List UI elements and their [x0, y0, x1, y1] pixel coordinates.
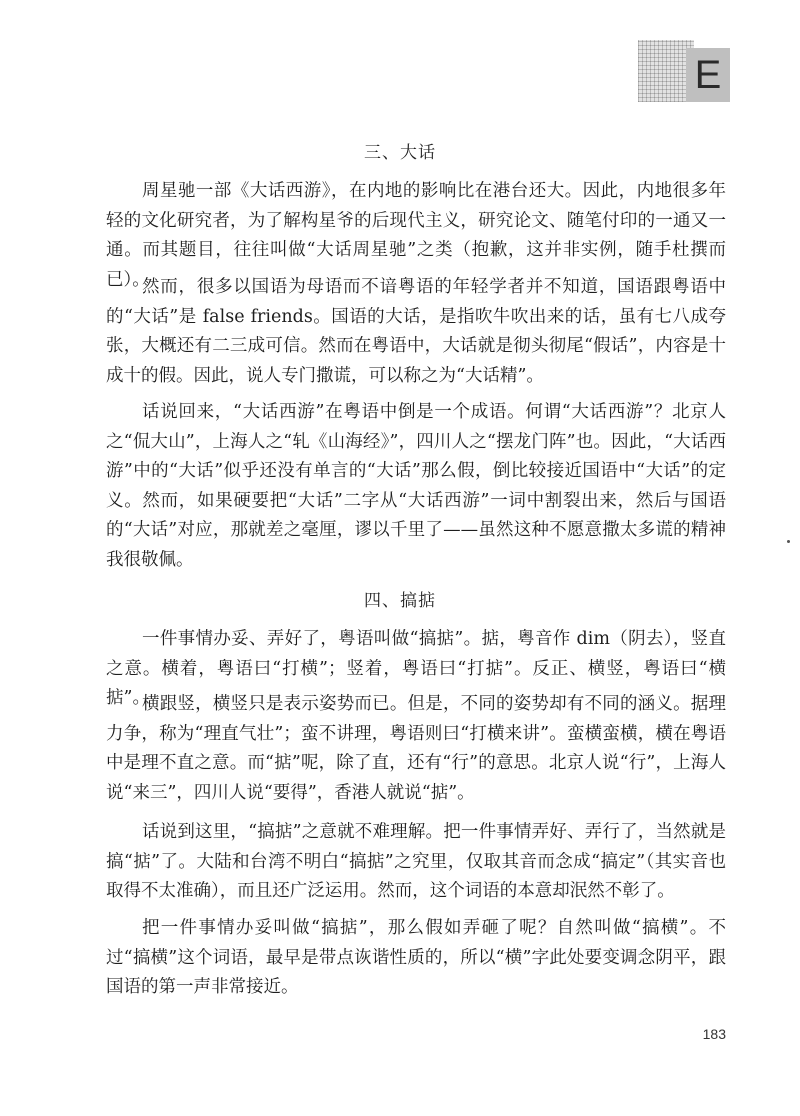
paragraph: 话说回来，“大话西游”在粤语中倒是一个成语。何谓“大话西游”？北京人之“侃大山”，上海人之“轧《山海经》”，四川人之“摆龙门阵”也。因此，“大话西游”中的“大话”似乎还没有单言的“大话”那么假，倒比较接近国语中“大话”的定义。然而，如果硬要把“大话”二字从“大话西游”一词中割裂出来，然后与国语的“大话”对应，那就差之毫厘，谬以千里了——虽然这种不愿意撒太多谎的精神我很敬佩。: [106, 402, 726, 570]
paragraph: 话说到这里，“搞掂”之意就不难理解。把一件事情弄好、弄行了，当然就是搞“掂”了。大陆和台湾不明白“搞掂”之究里，仅取其音而念成“搞定”（其实音也取得不太准确），而且还广泛运用。然而，这个词语的本意却泯然不彰了。: [106, 822, 726, 901]
section-heading-3: 三、大话: [364, 143, 436, 163]
section-heading-4: 四、搞掂: [364, 591, 436, 611]
margin-mark: [787, 540, 790, 543]
paragraph: 周星驰一部《大话西游》，在内地的影响比在港台还大。因此，内地很多年轻的文化研究者，为了解构星爷的后现代主义，研究论文、随笔付印的一通又一通。而其题目，往往叫做“大话周星驰”之类（抱歉，这并非实例，随手杜撰而已）。: [106, 181, 726, 290]
paragraph: 然而，很多以国语为母语而不谙粤语的年轻学者并不知道，国语跟粤语中的“大话”是 false friends。国语的大话，是指吹牛吹出来的话，虽有七八成夸张，大概还有二三成可信。然而在粤语中，大话就是彻头彻尾“假话”，内容是十成十的假。因此，说人专门撒谎，可以称之为“大话精”。: [106, 277, 726, 386]
paragraph: 一件事情办妥、弄好了，粤语叫做“搞掂”。掂，粤音作 dim（阴去），竖直之意。横着，粤语曰“打横”；竖着，粤语曰“打掂”。反正、横竖，粤语曰“横掂”。: [106, 629, 726, 708]
page-number: 183: [702, 1026, 726, 1042]
paragraph: 把一件事情办妥叫做“搞掂”，那么假如弄砸了呢？自然叫做“搞横”。不过“搞横”这个词语，最早是带点诙谐性质的，所以“横”字此处要变调念阴平，跟国语的第一声非常接近。: [106, 918, 726, 997]
chapter-tab: [638, 40, 730, 102]
chapter-tab-letter-box: [686, 48, 730, 102]
paragraph: 横跟竖，横竖只是表示姿势而已。但是，不同的姿势却有不同的涵义。据理力争，称为“理直气壮”；蛮不讲理，粤语则曰“打横来讲”。蛮横蛮横，横在粤语中是理不直之意。而“掂”呢，除了直，还有“行”的意思。北京人说“行”，上海人说“来三”，四川人说“要得”，香港人就说“掂”。: [106, 694, 726, 803]
chapter-tab-letter: E: [694, 53, 722, 97]
